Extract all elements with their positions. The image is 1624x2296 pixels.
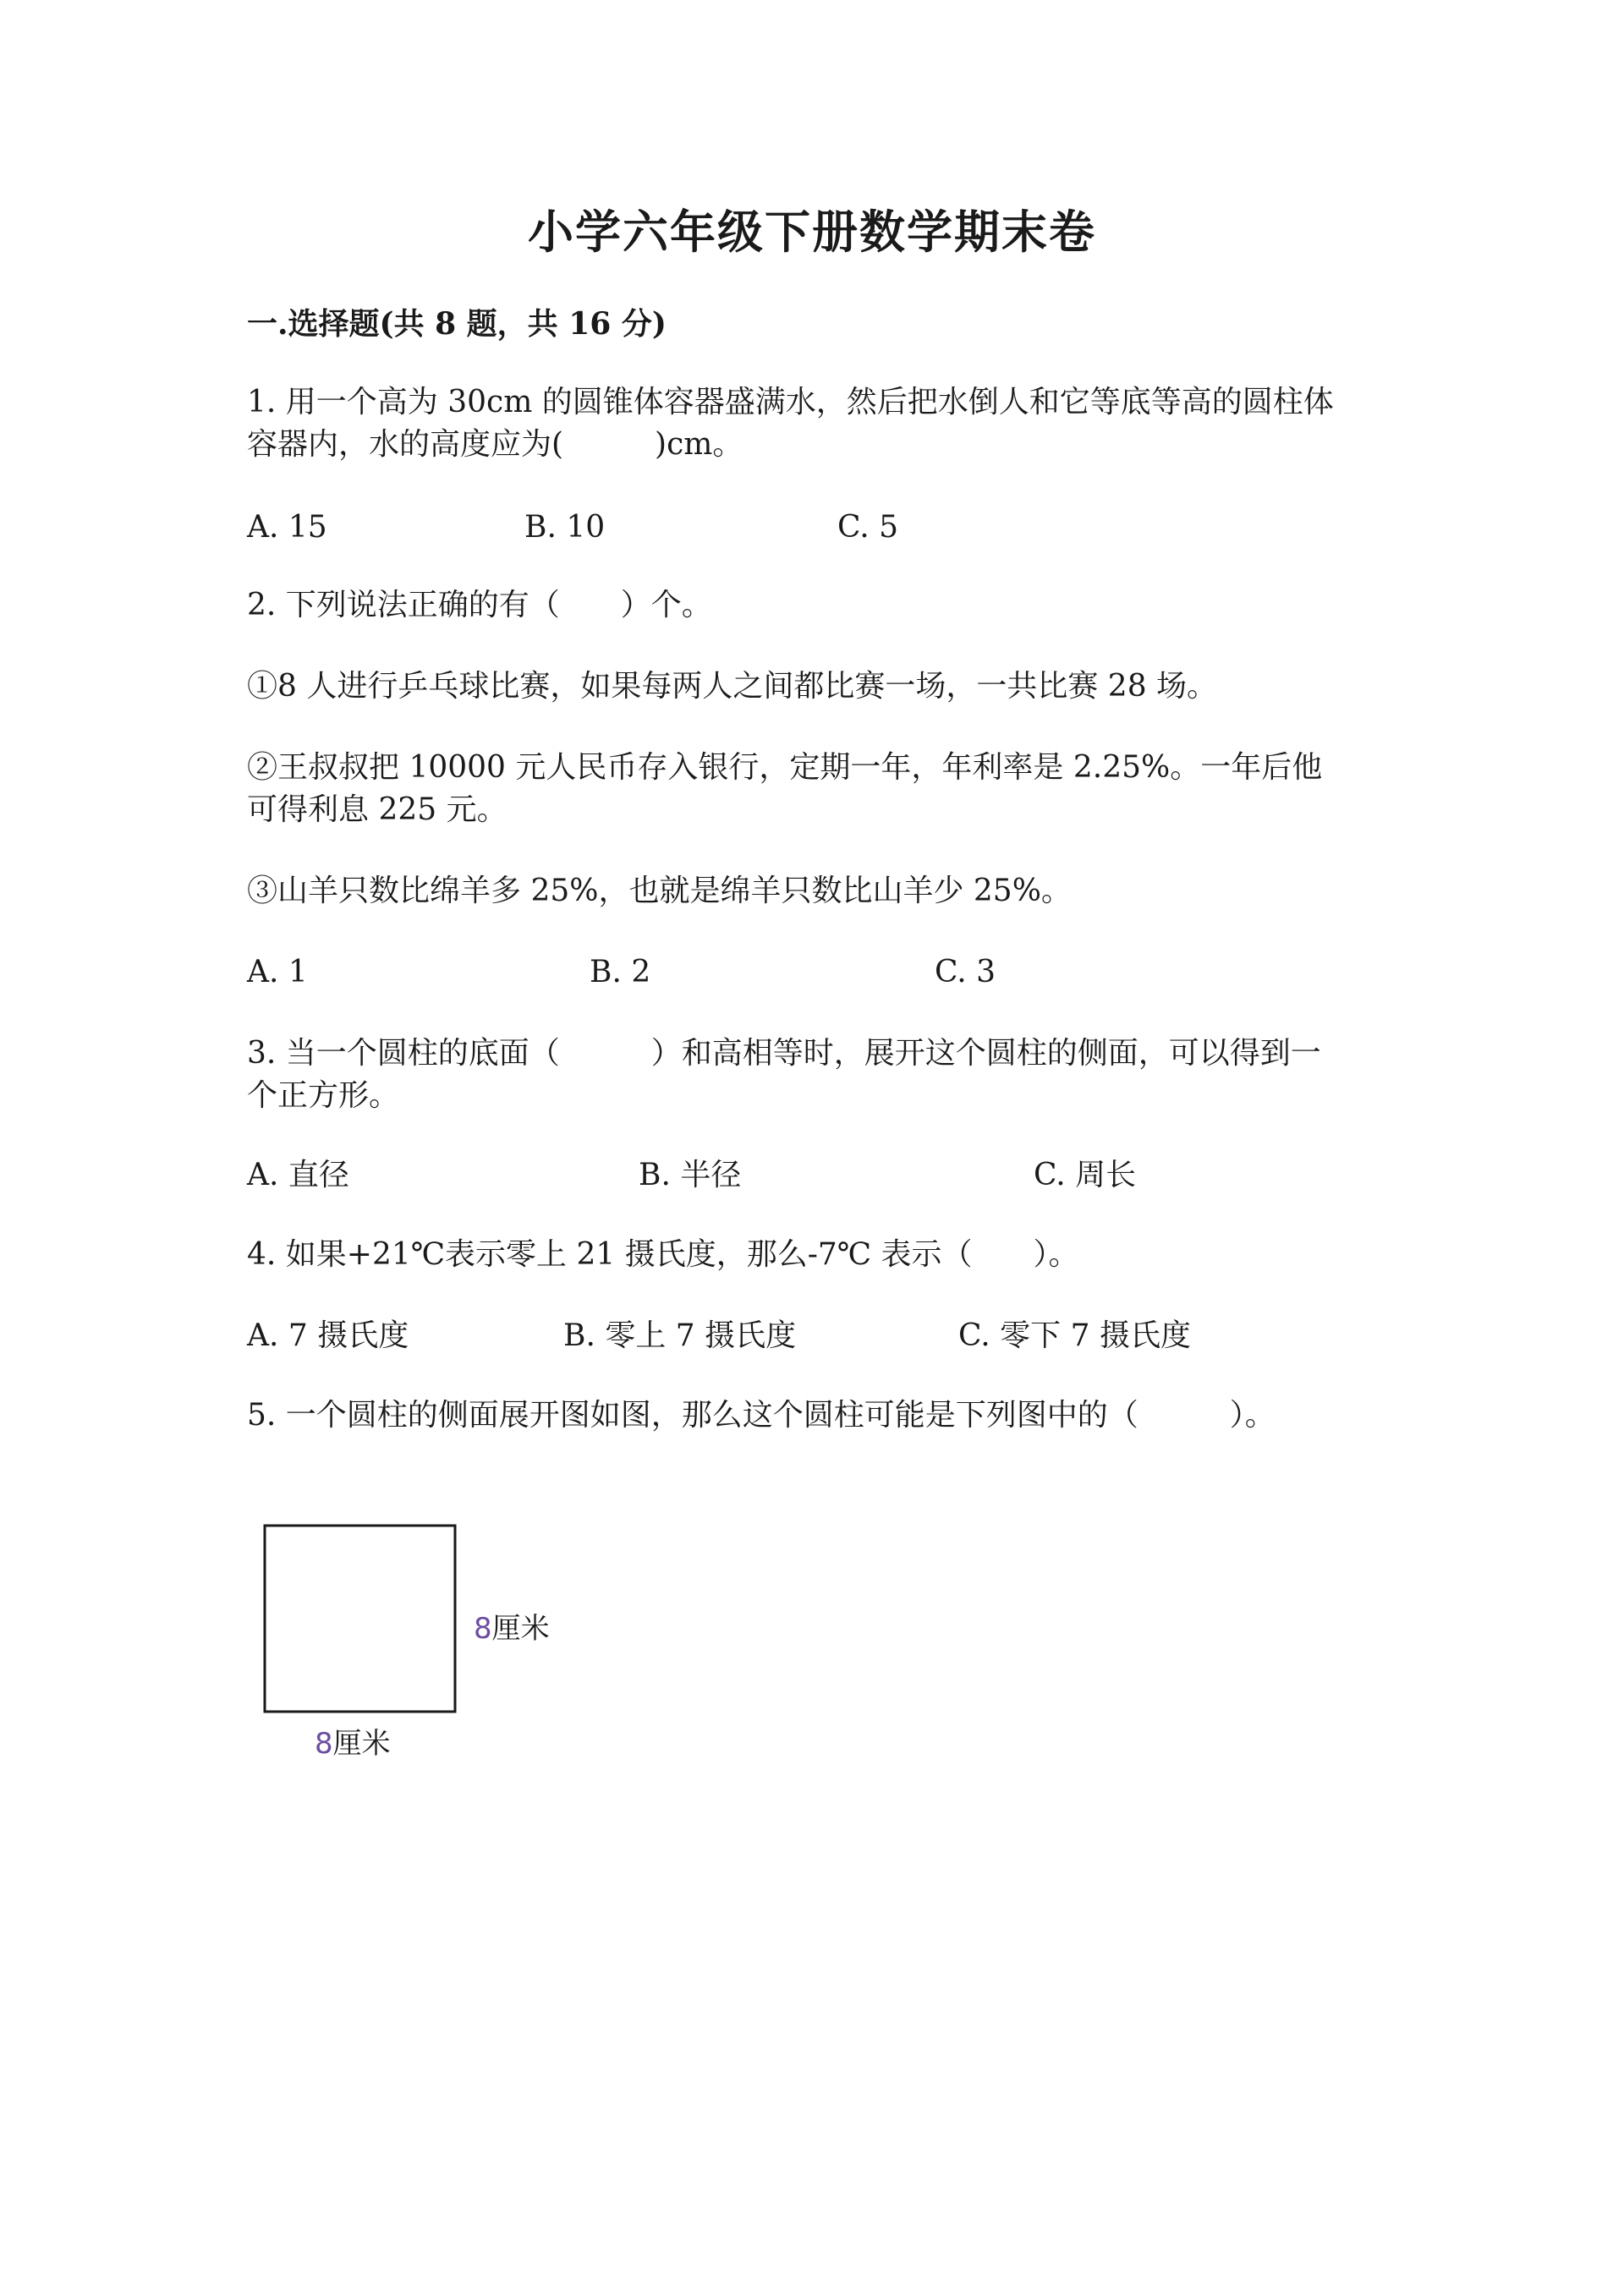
question-2-option-b: B. 2: [590, 955, 651, 989]
label-number: 8: [315, 1727, 333, 1761]
page-title: 小学六年级下册数学期末卷: [528, 205, 1096, 259]
side-length-label: [474, 1605, 550, 1647]
question-1-line-2: 容器内，水的高度应为( )cm。: [247, 427, 743, 462]
question-5-line-1: 5. 一个圆柱的侧面展开图如图，那么这个圆柱可能是下列图中的（ ）。: [247, 1398, 1276, 1433]
question-3-option-c: C. 周长: [1034, 1158, 1137, 1192]
question-1-option-a: A. 15: [247, 510, 327, 545]
question-1-line-1: 1. 用一个高为 30cm 的圆锥体容器盛满水，然后把水倒人和它等底等高的圆柱体: [247, 385, 1334, 419]
section-heading: 一.选择题(共 8 题，共 16 分): [247, 306, 667, 342]
question-2-option-c: C. 3: [935, 955, 996, 989]
question-3-line-2: 个正方形。: [247, 1078, 400, 1113]
question-2-statement-2-line-1: ②王叔叔把 10000 元人民币存入银行，定期一年，年利率是 2.25%。一年后他: [247, 750, 1323, 785]
question-2-statement-1: ①8 人进行乒乓球比赛，如果每两人之间都比赛一场，一共比赛 28 场。: [247, 669, 1218, 704]
question-4-option-b: B. 零上 7 摄氏度: [563, 1318, 797, 1353]
question-1-option-c: C. 5: [837, 510, 899, 545]
question-2-statement-3: ③山羊只数比绵羊多 25%，也就是绵羊只数比山羊少 25%。: [247, 874, 1072, 908]
question-3-option-b: B. 半径: [639, 1158, 742, 1192]
label-unit: 厘米: [332, 1727, 391, 1761]
question-3-option-a: A. 直径: [247, 1158, 349, 1192]
question-4-option-a: A. 7 摄氏度: [247, 1318, 409, 1353]
question-1-option-b: B. 10: [524, 510, 606, 545]
question-3-line-1: 3. 当一个圆柱的底面（ ）和高相等时，展开这个圆柱的侧面，可以得到一: [247, 1036, 1321, 1071]
question-2-option-a: A. 1: [247, 955, 308, 989]
question-4-line-1: 4. 如果+21℃表示零上 21 摄氏度，那么-7℃ 表示（ ）。: [247, 1237, 1079, 1272]
bottom-length-label: [315, 1720, 391, 1762]
label-unit: 厘米: [491, 1612, 550, 1646]
question-4-option-c: C. 零下 7 摄氏度: [958, 1318, 1191, 1353]
label-number: 8: [474, 1612, 492, 1646]
question-2-statement-2-line-2: 可得利息 225 元。: [247, 792, 508, 827]
question-2-line-1: 2. 下列说法正确的有（ ）个。: [247, 588, 712, 622]
net-square: [265, 1526, 455, 1712]
